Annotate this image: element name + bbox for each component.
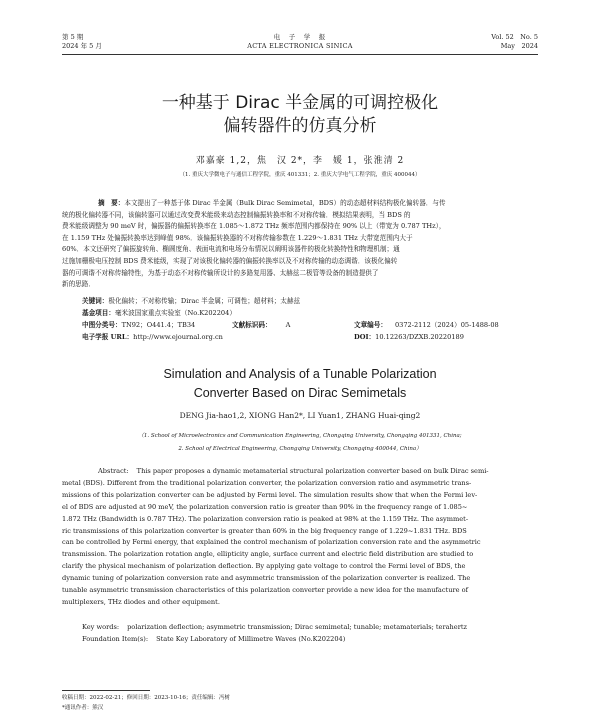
cn-abstract-line: 器的可调谐不对称传输特性，为基于动态不对称传输所设计的多路复用器、太赫兹二极管等设备的制造提供了 [62,268,379,277]
clc-label: 中图分类号： [82,321,122,329]
en-abstract-line: ric transmissions of this polarization converter is greater than 60% in the big frequency range of 1.229~1.831 THz. BDS [62,526,467,535]
en-title-line1: Simulation and Analysis of a Tunable Polarization [163,367,437,381]
en-abstract-line: tunable asymmetric transmission characteristics of this polarization converter provide a new idea for the manufacture of [62,586,469,595]
en-keywords-label: Key words: [82,623,120,631]
en-authors: DENG Jia-hao1,2, XIONG Han2*, LI Yuan1, ZHANG Huai-qing2 [179,411,421,420]
article-number-value: 0372-2112（2024）05-1488-08 [394,321,499,329]
journal-en: ACTA ELECTRONICA SINICA [247,42,353,50]
doi-value[interactable]: 10.12263/DZXB.20220189 [375,333,464,341]
en-abstract [62,466,538,609]
footnote-dates: 收稿日期：2022-02-21；修回日期：2023-10-16；责任编辑：冯树 [62,695,230,701]
en-title [0,365,600,403]
header-right [491,33,538,51]
date-cn: 2024 年 5 月 [62,42,102,50]
article-number [354,320,499,330]
doc-code-label: 文献标识码： [232,321,272,329]
cn-abstract-line: 过施加栅极电压控制 BDS 费米能级，实现了对该极化偏转器的偏振转换率以及不对称传输的动态调谐．该极化偏转 [62,256,398,265]
header-center [62,33,538,51]
en-abstract-line: missions of this polarization converter can be adjusted by Fermi level. The simulation results show that when the Fermi lev- [62,490,478,499]
cn-abstract-line: 新的思路． [62,280,95,289]
url-label: 电子学报 URL： [82,333,134,341]
cn-fund [62,308,538,318]
cn-abstract-line: 费米能级调整为 90 meV 时，偏振器的偏振转换率在 1.085～1.872 THz 频率范围内都保持在 90% 以上（带宽为 0.787 THz）， [62,222,446,231]
cn-fund-label: 基金项目： [82,309,115,317]
en-abstract-line: metal (BDS). Different from the traditional polarization converter, the polarization conversion ratio and asymmetric trans- [62,478,472,487]
en-abstract-label: Abstract: [98,467,129,475]
cn-keywords-label: 关键词： [82,297,109,305]
header-rule [62,54,538,55]
footnote-corresponding: *通讯作者：熊汉 [62,705,104,711]
doi [354,332,464,342]
cn-title-line2: 偏转器件的仿真分析 [223,116,377,136]
en-affiliation-line1: （1. School of Microelectronics and Communication Engineering, Chongqing University, Chongqing 401331, China; [138,433,462,439]
cn-keywords [62,296,538,306]
en-abstract-line: multiplexers, THz diodes and other equipment. [62,597,220,606]
en-fund-text: State Key Laboratory of Millimetre Waves (No.K202204) [156,635,346,643]
en-affiliation-line2: 2. School of Electrical Engineering, Chongqing University, Chongqing 400044, China） [178,446,422,452]
cn-abstract [62,198,538,291]
article-number-label: 文章编号： [354,321,387,329]
cn-abstract-line: 统的极化偏转器不同，该偏转器可以通过改变费米能级来动态控制偏振转换率和不对称传输．模拟结果表明，当 BDS 的 [62,210,411,219]
cn-abstract-line: 在 1.159 THz 处偏振转换率达到峰值 98%．该偏振转换器的不对称传输参数在 1.229～1.831 THz 大带宽范围内大于 [62,233,413,242]
doc-code-value: A [285,321,291,329]
volume: Vol. 52 No. 5 [491,33,538,41]
cn-abstract-line: 60%．本文还研究了偏振旋转角、椭圆度角、表面电流和电场分布情况以阐明该器件的极化转换特性和物理机制；通 [62,245,400,254]
en-affiliation [0,430,600,456]
en-fund [62,634,538,644]
cn-authors: 邓嘉豪 1,2，焦 汉 2*，李 媛 1，张淮清 2 [195,156,405,166]
en-keywords-text: polarization deflection; asymmetric transmission; Dirac semimetal; tunable; metamaterials; terahertz [127,623,467,631]
cn-abstract-label: 摘 要： [98,199,125,207]
cn-title-line1: 一种基于 Dirac 半金属的可调控极化 [161,93,439,113]
clc-value: TN92；O441.4；TB34 [121,321,196,329]
journal-url[interactable]: http://www.ejournal.org.cn [133,333,223,341]
en-abstract-line: transmission. The polarization rotation angle, ellipticity angle, surface current and electric field distribution are studied to [62,550,474,559]
en-abstract-line: clarify the physical mechanism of polarization deflection. By applying gate voltage to control the Fermi level of BDS, the [62,562,466,571]
en-abstract-line: dynamic tuning of polarization conversion rate and asymmetric transmission of the polarization converter is realized. The [62,574,471,583]
journal-cn: 电 子 学 报 [273,33,327,41]
en-title-line2: Converter Based on Dirac Semimetals [193,386,407,400]
doi-label: DOI： [354,333,376,341]
en-abstract-line: This paper proposes a dynamic metamaterial structural polarization converter based on bulk Dirac semi- [136,467,489,475]
date-en: May 2024 [500,42,538,50]
en-abstract-line: can be controlled by Fermi energy, that explained the control mechanism of polarization conversion rate and the asymmetric [62,538,481,547]
cn-keywords-text: 极化偏转；不对称传输；Dirac 半金属；可调性；超材料；太赫兹 [108,297,301,305]
cn-fund-text: 毫米波国家重点实验室（No.K202204） [114,309,236,317]
cn-abstract-line: 本文提出了一种基于体 Dirac 半金属（Bulk Dirac Semimetal，BDS）的动态超材料结构极化偏转器．与传 [124,199,446,207]
en-abstract-line: 1.872 THz (Bandwidth is 0.787 THz). The polarization conversion ratio is peaked at 98% at the 1.159 THz. The asymmet- [62,514,469,523]
en-fund-label: Foundation Item(s): [82,635,149,643]
cn-affiliation: （1. 重庆大学微电子与通信工程学院，重庆 401331；2. 重庆大学电气工程学院，重庆 400044） [179,172,421,178]
cn-url-row [62,332,538,342]
en-abstract-line: el of BDS are adjusted at 90 meV, the polarization conversion ratio is greater than 90% in the frequency range of 1.085~ [62,502,468,511]
cn-codes-row [62,320,538,330]
footnote-rule [62,690,150,691]
cn-title [0,92,600,138]
doc-code [232,320,290,330]
en-keywords [62,622,538,632]
issue-cn: 第 5 期 [62,33,84,41]
